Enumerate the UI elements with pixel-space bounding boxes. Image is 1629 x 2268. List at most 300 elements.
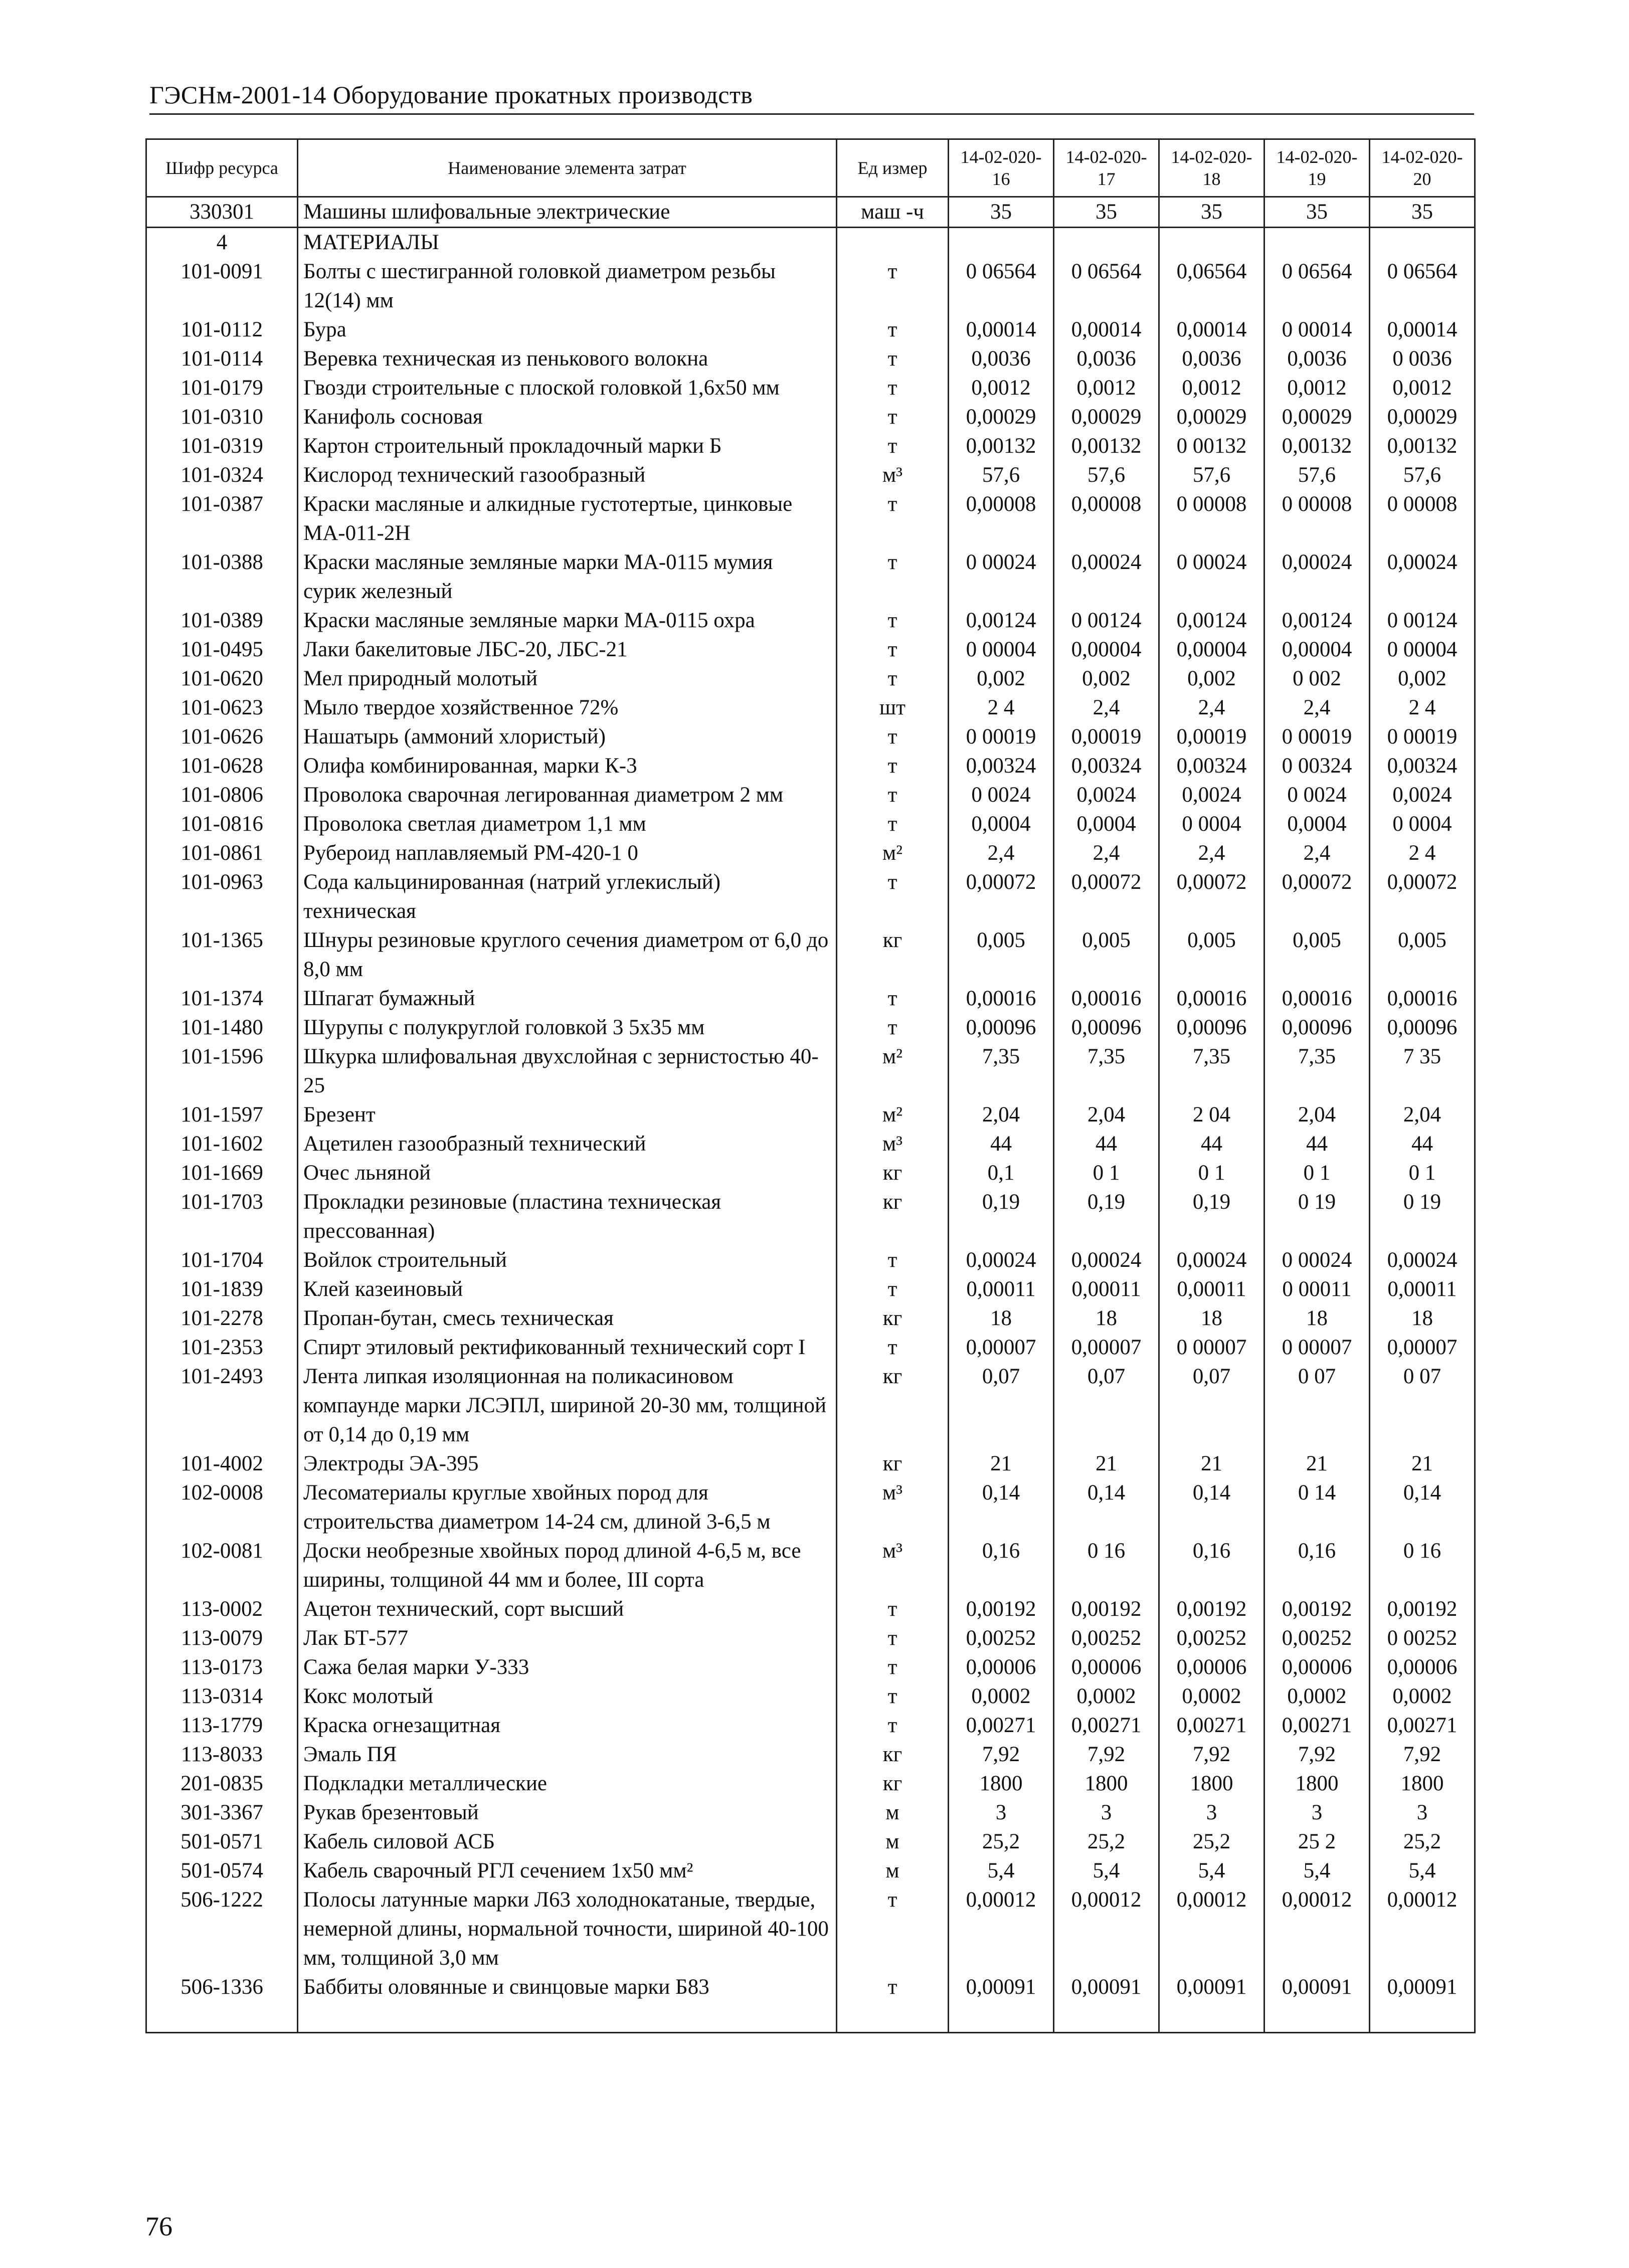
resource-value: 0,00007 [949,1333,1054,1362]
resource-value: 0,002 [1159,664,1264,693]
resource-value: 0 00252 [1370,1624,1475,1653]
resource-value: 0,0012 [1370,373,1475,403]
resource-value: 0,00007 [1370,1333,1475,1362]
material-row [146,257,1475,315]
resource-value: 0,00072 [1159,868,1264,926]
resource-value: 0 06564 [1370,257,1475,315]
resource-unit: т [837,315,949,344]
resource-value: 0,00006 [1370,1653,1475,1682]
resource-value: 0 00019 [1370,722,1475,751]
resource-unit: м³ [837,1478,949,1537]
resource-value: 18 [949,1304,1054,1333]
resource-code: 101-1704 [146,1246,298,1275]
resource-value: 0,00024 [1370,548,1475,606]
resource-code: 506-1222 [146,1885,298,1973]
resource-value: 0,0012 [1054,373,1159,403]
resource-code: 101-1669 [146,1159,298,1188]
resource-value: 21 [1264,1449,1370,1478]
resource-value: 0,00271 [1054,1711,1159,1740]
resource-value: 0,002 [949,664,1054,693]
table-header-row [146,139,1475,197]
resource-code: 101-2493 [146,1362,298,1449]
resource-value: 1800 [1370,1769,1475,1798]
resource-value: 57,6 [1054,461,1159,490]
resource-value: 0,002 [1054,664,1159,693]
material-row [146,1856,1475,1885]
resource-value: 0,00024 [1159,1246,1264,1275]
resource-value: 7,35 [1264,1042,1370,1100]
resource-unit: т [837,606,949,635]
resource-name: Войлок строительный [298,1246,837,1275]
resource-unit: кг [837,1188,949,1246]
resource-name: Бура [298,315,837,344]
resource-value: 2,04 [1264,1100,1370,1129]
resource-value: 0,14 [949,1478,1054,1537]
resource-name: Краски масляные земляные марки МА-0115 мумия сурик железный [298,548,837,606]
resource-value: 0 00024 [949,548,1054,606]
resource-code: 101-0861 [146,839,298,868]
resource-value: 2 04 [1159,1100,1264,1129]
resource-value: 18 [1370,1304,1475,1333]
resource-value: 2 4 [1370,693,1475,722]
resource-value: 2 4 [1370,839,1475,868]
material-row [146,722,1475,751]
resource-code: 101-1374 [146,984,298,1013]
resource-name: Сода кальцинированная (натрий углекислый) техническая [298,868,837,926]
resource-name: Баббиты оловянные и свинцовые марки Б83 [298,1973,837,2033]
resource-value: 0,00096 [1264,1013,1370,1042]
resource-unit: т [837,344,949,373]
material-row [146,635,1475,664]
resource-value: 0 00008 [1370,490,1475,548]
resource-value: 0,19 [949,1188,1054,1246]
resource-code: 102-0081 [146,1537,298,1595]
resource-value: 0,1 [949,1159,1054,1188]
resource-value: 25 2 [1264,1827,1370,1856]
resource-value: 0,00016 [1054,984,1159,1013]
resource-name: Очес льняной [298,1159,837,1188]
resource-value: 21 [1159,1449,1264,1478]
resource-value: 0 00132 [1159,432,1264,461]
resource-value: 0,005 [949,926,1054,984]
material-row [146,1304,1475,1333]
resource-name: Шпагат бумажный [298,984,837,1013]
resource-unit: кг [837,1740,949,1769]
material-row [146,1188,1475,1246]
resource-value: 0,00132 [1264,432,1370,461]
resource-value: 0,005 [1370,926,1475,984]
material-row [146,1711,1475,1740]
resource-value: 57,6 [949,461,1054,490]
resource-unit: т [837,1246,949,1275]
resource-unit: т [837,373,949,403]
resource-value: 2,04 [1370,1100,1475,1129]
resource-value: 0,00072 [1264,868,1370,926]
resource-name: Кабель сварочный РГЛ сечением 1х50 мм² [298,1856,837,1885]
resource-value: 0,00006 [1264,1653,1370,1682]
material-row [146,868,1475,926]
material-row [146,432,1475,461]
resource-value: 0,00016 [1159,984,1264,1013]
material-row [146,781,1475,810]
resource-code: 113-0314 [146,1682,298,1711]
resource-value: 21 [949,1449,1054,1478]
resource-name: Ацетон технический, сорт высший [298,1595,837,1624]
resource-value: 0,00012 [949,1885,1054,1973]
resource-value: 0,00124 [1159,606,1264,635]
resource-value: 0,00012 [1054,1885,1159,1973]
resource-value: 0,00271 [949,1711,1054,1740]
col-header-v3: 14-02-020-18 [1159,139,1264,197]
resource-value: 0 1 [1264,1159,1370,1188]
resource-code: 501-0574 [146,1856,298,1885]
resource-value: 0 00007 [1264,1333,1370,1362]
resource-value: 7,92 [1159,1740,1264,1769]
resource-name: Лак БТ-577 [298,1624,837,1653]
resource-unit: м³ [837,1537,949,1595]
resource-value: 0,00016 [1370,984,1475,1013]
resource-value: 2,4 [1054,839,1159,868]
resource-code: 101-1596 [146,1042,298,1100]
resource-value: 0 00004 [1370,635,1475,664]
resource-value: 2,4 [1159,693,1264,722]
resource-name: Кислород технический газообразный [298,461,837,490]
resource-value: 5,4 [1054,1856,1159,1885]
resource-value: 0,00029 [949,403,1054,432]
resource-code: 101-0623 [146,693,298,722]
resource-value: 0 00008 [1264,490,1370,548]
resource-code: 102-0008 [146,1478,298,1537]
resource-value: 2,4 [1159,839,1264,868]
resource-value: 2 4 [949,693,1054,722]
resource-unit: кг [837,1304,949,1333]
resource-value: 0 00324 [1264,751,1370,781]
resource-unit: т [837,1682,949,1711]
resource-value: 0,00006 [1054,1653,1159,1682]
resource-code: 101-0387 [146,490,298,548]
material-row [146,1275,1475,1304]
resource-code: 101-1602 [146,1129,298,1159]
resource-value: 0,16 [949,1537,1054,1595]
resource-value: 0,00192 [1264,1595,1370,1624]
material-row [146,1653,1475,1682]
resource-unit: м [837,1827,949,1856]
resource-value: 0,0024 [1159,781,1264,810]
resource-value: 0,00029 [1159,403,1264,432]
material-row [146,461,1475,490]
resource-value: 0 00008 [1159,490,1264,548]
resource-unit: т [837,1973,949,2033]
resource-value: 25,2 [1159,1827,1264,1856]
resource-unit: м [837,1798,949,1827]
resource-value: 0,0002 [949,1682,1054,1711]
resource-value: 0,005 [1264,926,1370,984]
resource-value: 3 [949,1798,1054,1827]
resource-value: 0,0036 [1054,344,1159,373]
resource-code: 113-0002 [146,1595,298,1624]
resource-value: 0,00192 [1159,1595,1264,1624]
machine-name: Машины шлифовальные электрические [298,197,837,228]
resource-value: 0,00091 [1370,1973,1475,2033]
resource-value: 0 06564 [1054,257,1159,315]
resource-value: 0,00072 [1370,868,1475,926]
resource-code: 113-0173 [146,1653,298,1682]
material-row [146,693,1475,722]
resource-value: 0,0002 [1159,1682,1264,1711]
resource-unit: м² [837,839,949,868]
material-row [146,1042,1475,1100]
resource-name: Кокс молотый [298,1682,837,1711]
machine-row [146,197,1475,228]
resource-code: 101-0319 [146,432,298,461]
resource-value: 5,4 [1159,1856,1264,1885]
material-row [146,1595,1475,1624]
resource-value: 0,00014 [1159,315,1264,344]
resource-code: 113-0079 [146,1624,298,1653]
resource-value: 0,00096 [1054,1013,1159,1042]
material-row [146,1827,1475,1856]
resource-unit: м² [837,1042,949,1100]
col-header-v1: 14-02-020-16 [949,139,1054,197]
resource-value: 0,00271 [1370,1711,1475,1740]
resource-unit: т [837,1333,949,1362]
resource-value: 0,00029 [1054,403,1159,432]
material-row [146,548,1475,606]
resource-name: Проволока сварочная легированная диаметром 2 мм [298,781,837,810]
page-header-title: ГЭСНм-2001-14 Оборудование прокатных производств [149,81,753,109]
resource-value: 0,0002 [1370,1682,1475,1711]
resource-value: 5,4 [949,1856,1054,1885]
resource-name: Эмаль ПЯ [298,1740,837,1769]
machine-value: 35 [1264,197,1370,228]
resource-value: 0,00014 [949,315,1054,344]
resource-value: 57,6 [1159,461,1264,490]
resource-name: Краски масляные и алкидные густотертые, цинковые МА-011-2Н [298,490,837,548]
resource-value: 2,04 [1054,1100,1159,1129]
resource-value: 0,00252 [1159,1624,1264,1653]
resource-name: Мел природный молотый [298,664,837,693]
resource-name: Лаки бакелитовые ЛБС-20, ЛБС-21 [298,635,837,664]
resource-name: Веревка техническая из пенькового волокна [298,344,837,373]
resource-unit: м³ [837,461,949,490]
resource-value: 0,00004 [1054,635,1159,664]
resource-value: 44 [1370,1129,1475,1159]
resource-value: 0 00014 [1264,315,1370,344]
resource-value: 0,00024 [1054,548,1159,606]
col-header-name: Наименование элемента затрат [298,139,837,197]
resource-value: 7,35 [949,1042,1054,1100]
resource-value: 0 07 [1370,1362,1475,1449]
resource-value: 0,00252 [1264,1624,1370,1653]
material-row [146,373,1475,403]
resource-value: 1800 [1159,1769,1264,1798]
resource-code: 113-8033 [146,1740,298,1769]
resource-value: 3 [1054,1798,1159,1827]
resource-name: Болты с шестигранной головкой диаметром резьбы 12(14) мм [298,257,837,315]
resource-value: 0,0024 [1054,781,1159,810]
resource-value: 0 19 [1264,1188,1370,1246]
resource-unit: т [837,868,949,926]
resource-value: 2,4 [1054,693,1159,722]
resource-value: 7,35 [1159,1042,1264,1100]
resource-unit: т [837,722,949,751]
resource-name: Краска огнезащитная [298,1711,837,1740]
resource-code: 101-1839 [146,1275,298,1304]
resource-unit: т [837,432,949,461]
material-row [146,1885,1475,1973]
resource-value: 0,00024 [949,1246,1054,1275]
resource-value: 0,00124 [949,606,1054,635]
resource-value: 1800 [949,1769,1054,1798]
resource-value: 0,00014 [1370,315,1475,344]
resource-value: 3 [1264,1798,1370,1827]
material-row [146,1973,1475,2033]
resource-code: 101-0112 [146,315,298,344]
resource-value: 0,0004 [1264,810,1370,839]
resource-value: 0,14 [1370,1478,1475,1537]
resource-value: 0,0012 [1159,373,1264,403]
resource-code: 101-0628 [146,751,298,781]
machine-value: 35 [1054,197,1159,228]
resource-value: 0 0004 [1159,810,1264,839]
resource-code: 101-0114 [146,344,298,373]
resource-value: 0,00091 [1264,1973,1370,2033]
resource-value: 0,00012 [1159,1885,1264,1973]
resource-value: 0,00271 [1159,1711,1264,1740]
resource-unit: т [837,984,949,1013]
material-row [146,1333,1475,1362]
resource-value: 0,19 [1159,1188,1264,1246]
resource-value: 5,4 [1370,1856,1475,1885]
resource-code: 101-0626 [146,722,298,751]
resource-value: 44 [949,1129,1054,1159]
resource-value: 18 [1264,1304,1370,1333]
resource-value: 0,00124 [1264,606,1370,635]
material-row [146,344,1475,373]
resource-value: 25,2 [1054,1827,1159,1856]
material-row [146,1449,1475,1478]
resource-value: 0 002 [1264,664,1370,693]
resource-value: 0,00252 [949,1624,1054,1653]
resource-value: 0,00014 [1054,315,1159,344]
resource-unit: т [837,1275,949,1304]
col-header-v2: 14-02-020-17 [1054,139,1159,197]
resource-unit: т [837,635,949,664]
resource-value: 57,6 [1264,461,1370,490]
resource-value: 7,35 [1054,1042,1159,1100]
resource-value: 0,00011 [1159,1275,1264,1304]
resource-code: 101-2278 [146,1304,298,1333]
machine-unit: маш -ч [837,197,949,228]
resource-unit: т [837,664,949,693]
col-header-code: Шифр ресурса [146,139,298,197]
resource-value: 0,0012 [1264,373,1370,403]
resource-value: 0,00008 [949,490,1054,548]
resource-value: 2,04 [949,1100,1054,1129]
resource-name: Клей казеиновый [298,1275,837,1304]
resource-value: 0,00324 [1159,751,1264,781]
resource-value: 0,07 [949,1362,1054,1449]
material-row [146,1682,1475,1711]
resource-value: 0,0036 [1264,344,1370,373]
resource-value: 0,00271 [1264,1711,1370,1740]
resource-value: 0 00019 [949,722,1054,751]
resource-value: 3 [1370,1798,1475,1827]
resource-value: 0 06564 [1264,257,1370,315]
section-title: МАТЕРИАЛЫ [298,228,837,258]
resource-value: 44 [1264,1129,1370,1159]
material-row [146,839,1475,868]
resource-value: 0 00004 [949,635,1054,664]
resource-value: 7,92 [1370,1740,1475,1769]
resource-value: 5,4 [1264,1856,1370,1885]
material-row [146,606,1475,635]
resource-value: 44 [1159,1129,1264,1159]
resource-unit: т [837,1624,949,1653]
resource-value: 0,0002 [1054,1682,1159,1711]
material-row [146,1129,1475,1159]
resource-value: 0,00132 [949,432,1054,461]
col-header-v4: 14-02-020-19 [1264,139,1370,197]
material-row [146,1769,1475,1798]
resource-code: 101-1597 [146,1100,298,1129]
resource-name: Электроды ЭА-395 [298,1449,837,1478]
resource-code: 101-1480 [146,1013,298,1042]
resource-value: 0,00016 [949,984,1054,1013]
resource-value: 2,4 [949,839,1054,868]
resource-value: 7,92 [1264,1740,1370,1769]
resource-name: Кабель силовой АСБ [298,1827,837,1856]
resource-code: 101-1703 [146,1188,298,1246]
resource-name: Сажа белая марки У-333 [298,1653,837,1682]
resource-value: 0,00024 [1370,1246,1475,1275]
material-row [146,315,1475,344]
material-row [146,1362,1475,1449]
resource-value: 25,2 [949,1827,1054,1856]
resource-value: 25,2 [1370,1827,1475,1856]
resource-code: 101-0179 [146,373,298,403]
resource-code: 101-0806 [146,781,298,810]
resource-code: 113-1779 [146,1711,298,1740]
resource-value: 0,00019 [1054,722,1159,751]
material-row [146,664,1475,693]
resource-unit: т [837,1711,949,1740]
resource-code: 101-0324 [146,461,298,490]
resource-code: 101-0388 [146,548,298,606]
resource-name: Подкладки металлические [298,1769,837,1798]
resource-name: Лесоматериалы круглые хвойных пород для строительства диаметром 14-24 см, длиной 3-6,5 м [298,1478,837,1537]
resource-unit: т [837,490,949,548]
resource-value: 18 [1159,1304,1264,1333]
machine-value: 35 [1159,197,1264,228]
material-row [146,1537,1475,1595]
resource-value: 0 00007 [1159,1333,1264,1362]
resource-value: 0,00024 [1264,548,1370,606]
resource-value: 3 [1159,1798,1264,1827]
resource-value: 0,0004 [949,810,1054,839]
resource-value: 0,00192 [1370,1595,1475,1624]
resource-name: Нашатырь (аммоний хлористый) [298,722,837,751]
resource-value: 2,4 [1264,839,1370,868]
resource-name: Канифоль сосновая [298,403,837,432]
resource-code: 101-0816 [146,810,298,839]
resource-value: 0,00091 [1054,1973,1159,2033]
resource-value: 0 0024 [949,781,1054,810]
resource-value: 0,00004 [1264,635,1370,664]
material-row [146,1013,1475,1042]
resource-name: Рубероид наплавляемый РМ-420-1 0 [298,839,837,868]
resource-value: 0,00252 [1054,1624,1159,1653]
